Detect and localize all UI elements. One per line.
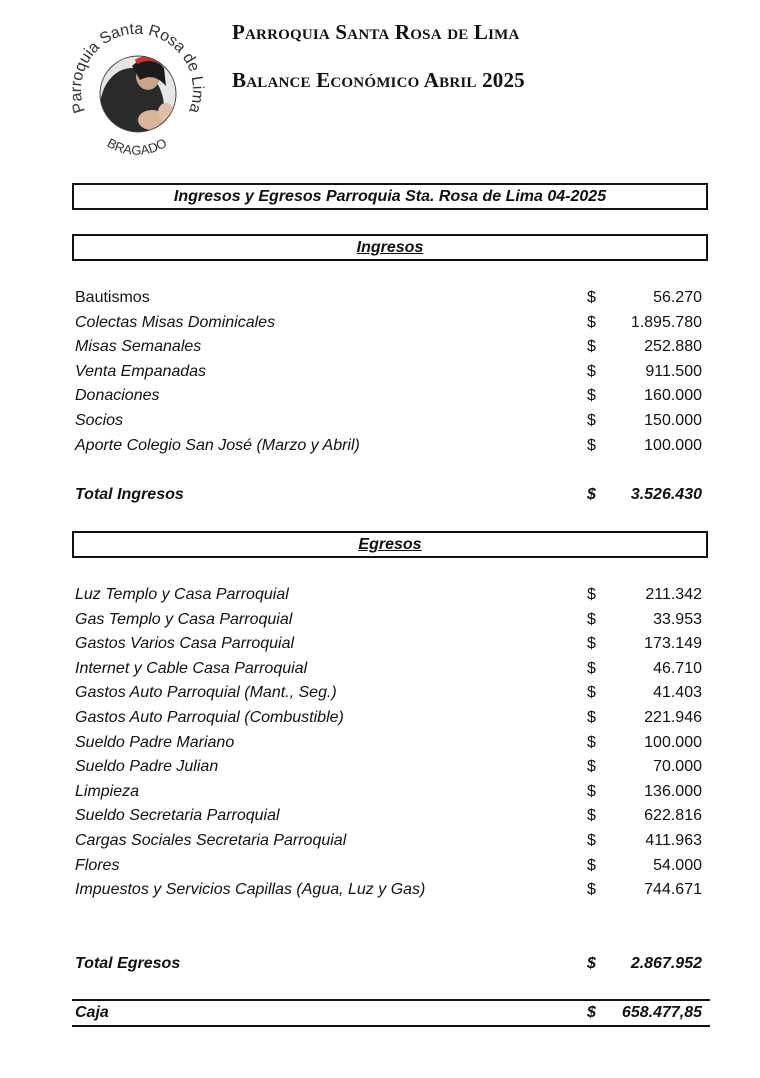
list-item xyxy=(75,409,702,434)
item-amount: 100.000 xyxy=(644,733,702,751)
item-label: Flores xyxy=(75,856,120,874)
egresos-list xyxy=(75,583,702,903)
currency-symbol: $ xyxy=(587,635,596,653)
item-label: Cargas Sociales Secretaria Parroquial xyxy=(75,831,347,849)
egresos-heading: Egresos xyxy=(358,536,422,553)
item-label: Gastos Auto Parroquial (Mant., Seg.) xyxy=(75,684,337,702)
item-amount: 41.403 xyxy=(653,684,702,702)
total-ingresos xyxy=(75,482,702,508)
item-amount: 160.000 xyxy=(644,387,702,405)
item-label: Misas Semanales xyxy=(75,338,202,356)
currency-symbol: $ xyxy=(587,684,596,702)
currency-symbol: $ xyxy=(587,659,596,677)
total-label: Total Ingresos xyxy=(75,486,184,503)
parish-logo xyxy=(62,16,210,164)
list-item xyxy=(75,311,702,336)
currency-symbol: $ xyxy=(587,586,596,603)
item-label: Impuestos y Servicios Capillas (Agua, Luz y Gas) xyxy=(75,881,426,899)
currency-symbol: $ xyxy=(587,436,596,454)
total-amount: 3.526.430 xyxy=(630,486,702,503)
list-item xyxy=(75,434,702,459)
list-item xyxy=(75,755,702,780)
item-label: Luz Templo y Casa Parroquial xyxy=(75,586,289,603)
item-label: Limpieza xyxy=(75,782,140,800)
item-amount: 54.000 xyxy=(653,856,702,874)
item-label: Venta Empanadas xyxy=(75,362,207,380)
item-amount: 252.880 xyxy=(644,338,702,356)
item-amount: 911.500 xyxy=(645,362,702,380)
logo-top-text: Parroquia Santa Rosa de Lima xyxy=(67,20,207,116)
item-amount: 622.816 xyxy=(644,807,702,825)
currency-symbol: $ xyxy=(587,758,596,776)
list-item xyxy=(75,731,702,756)
currency-symbol: $ xyxy=(587,338,596,356)
list-item xyxy=(75,804,702,829)
ingresos-list xyxy=(75,286,702,458)
currency-symbol: $ xyxy=(587,1004,596,1021)
list-item xyxy=(75,335,702,360)
currency-symbol: $ xyxy=(587,610,596,628)
item-amount: 744.671 xyxy=(644,881,702,899)
item-label: Aporte Colegio San José (Marzo y Abril) xyxy=(75,436,360,454)
currency-symbol: $ xyxy=(587,733,596,751)
list-item xyxy=(75,681,702,706)
item-label: Colectas Misas Dominicales xyxy=(75,313,276,331)
currency-symbol: $ xyxy=(587,856,596,874)
currency-symbol: $ xyxy=(587,411,596,429)
egresos-heading-box xyxy=(72,531,708,558)
item-label: Sueldo Padre Julian xyxy=(75,758,219,776)
currency-symbol: $ xyxy=(587,807,596,825)
currency-symbol: $ xyxy=(587,831,596,849)
currency-symbol: $ xyxy=(587,881,596,899)
list-item xyxy=(75,657,702,682)
currency-symbol: $ xyxy=(587,313,596,331)
currency-symbol: $ xyxy=(587,362,596,380)
list-item xyxy=(75,829,702,854)
item-label: Gastos Auto Parroquial (Combustible) xyxy=(75,708,344,726)
logo-bottom-text: BRAGADO xyxy=(104,135,170,158)
item-amount: 211.342 xyxy=(645,586,702,603)
item-label: Donaciones xyxy=(75,387,160,405)
item-amount: 46.710 xyxy=(653,659,702,677)
currency-symbol: $ xyxy=(587,486,596,503)
currency-symbol: $ xyxy=(587,708,596,726)
item-label: Gas Templo y Casa Parroquial xyxy=(75,610,293,628)
item-amount: 70.000 xyxy=(653,758,702,776)
list-item xyxy=(75,360,702,385)
total-egresos xyxy=(75,951,702,977)
ingresos-heading: Ingresos xyxy=(356,239,424,256)
list-item xyxy=(75,706,702,731)
list-item xyxy=(75,632,702,657)
total-amount: 2.867.952 xyxy=(630,955,702,972)
caja-row xyxy=(72,999,710,1027)
item-amount: 33.953 xyxy=(653,610,702,628)
item-amount: 136.000 xyxy=(644,782,702,800)
item-amount: 173.149 xyxy=(644,635,702,653)
list-item xyxy=(75,854,702,879)
main-heading: Ingresos y Egresos Parroquia Sta. Rosa de Lima 04-2025 xyxy=(72,183,708,210)
list-item xyxy=(75,608,702,633)
list-item xyxy=(75,878,702,903)
item-amount: 100.000 xyxy=(644,436,702,454)
item-amount: 411.963 xyxy=(645,831,702,849)
list-item xyxy=(75,286,702,311)
caja-label: Caja xyxy=(75,1004,109,1021)
item-amount: 56.270 xyxy=(653,289,702,306)
item-label: Sueldo Secretaria Parroquial xyxy=(75,807,280,825)
page-subtitle: Balance Económico Abril 2025 xyxy=(232,68,525,92)
item-label: Internet y Cable Casa Parroquial xyxy=(75,659,308,677)
item-label: Sueldo Padre Mariano xyxy=(75,733,235,751)
list-item xyxy=(75,780,702,805)
list-item xyxy=(75,384,702,409)
item-amount: 150.000 xyxy=(644,411,702,429)
currency-symbol: $ xyxy=(587,782,596,800)
item-amount: 221.946 xyxy=(644,708,702,726)
total-label: Total Egresos xyxy=(75,955,181,972)
currency-symbol: $ xyxy=(587,289,596,306)
page-title: Parroquia Santa Rosa de Lima xyxy=(232,20,520,44)
caja-amount: 658.477,85 xyxy=(621,1004,702,1021)
ingresos-heading-box xyxy=(72,234,708,261)
item-label: Gastos Varios Casa Parroquial xyxy=(75,635,295,653)
currency-symbol: $ xyxy=(587,387,596,405)
item-amount: 1.895.780 xyxy=(630,313,702,331)
currency-symbol: $ xyxy=(587,955,596,972)
item-label: Socios xyxy=(75,411,124,429)
svg-text:BRAGADO xyxy=(105,135,170,158)
list-item xyxy=(75,583,702,608)
item-label: Bautismos xyxy=(75,289,150,306)
